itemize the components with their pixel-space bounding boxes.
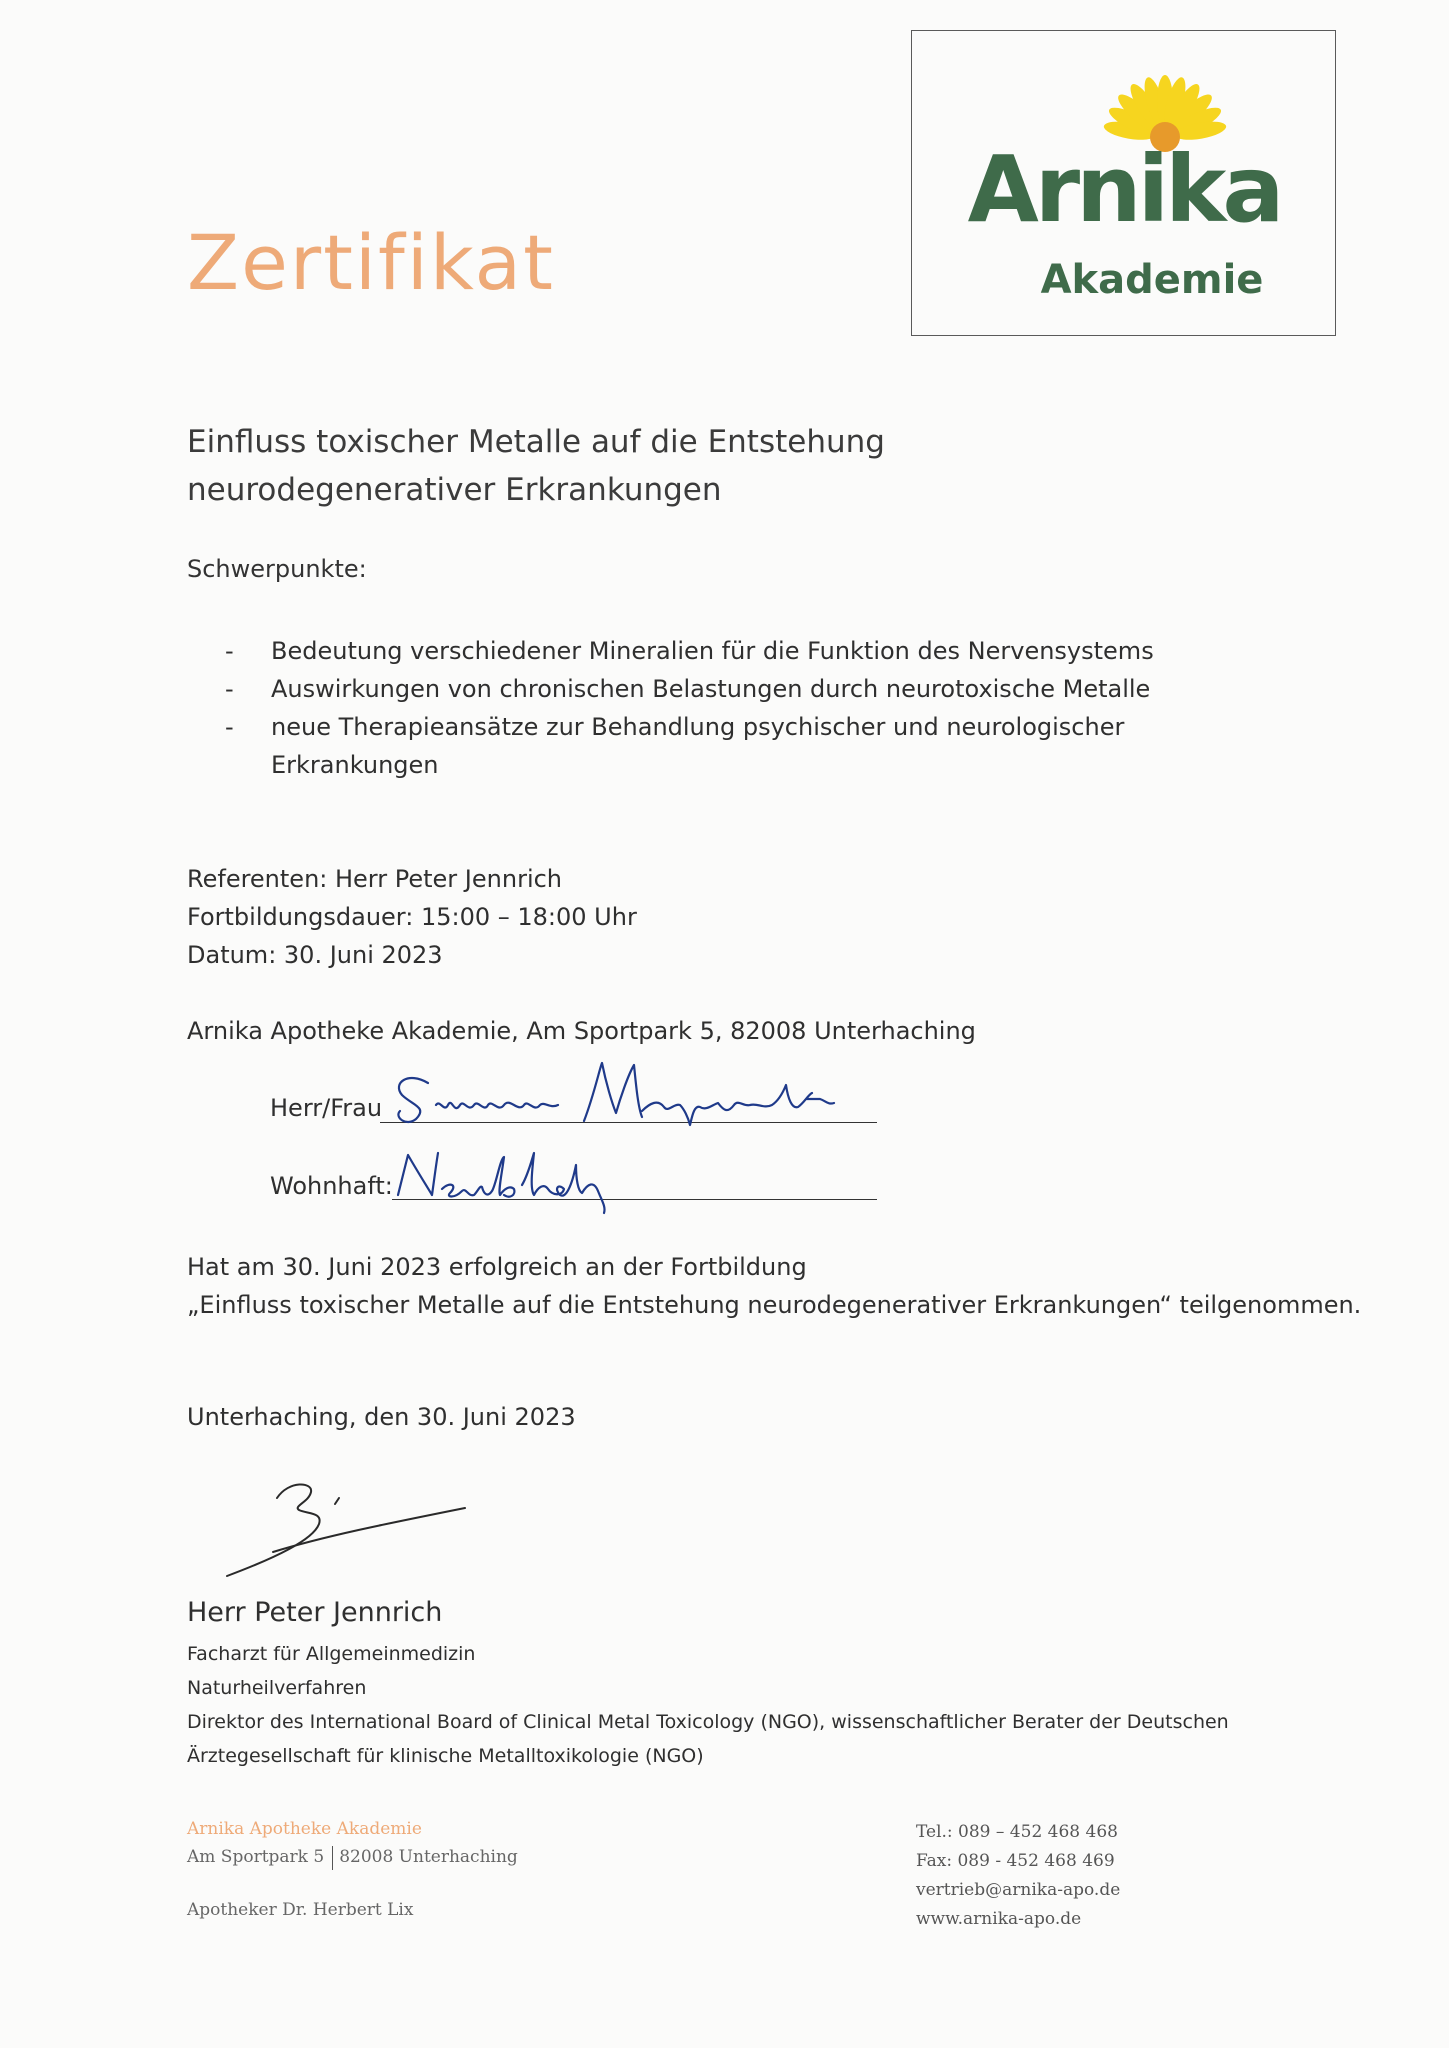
place-date: Unterhaching, den 30. Juni 2023 [187,1403,576,1431]
list-item [225,746,1154,784]
list-item-text: Erkrankungen [271,751,439,779]
residence-label: Wohnhaft: [270,1172,393,1200]
footer-contact [916,1818,1120,1934]
footer-city: 82008 Unterhaching [339,1847,518,1867]
course-title-line: neurodegenerativer Erkrankungen [187,472,722,508]
participant-residence-value: Neubiberg [392,1145,398,1146]
signer-info-line: Naturheilverfahren [187,1677,367,1699]
confirmation-line: „Einfluss toxischer Metalle auf die Entstehung neurodegenerativer Erkrankungen“ teilgenommen. [187,1291,1362,1319]
arnika-akademie-logo [911,30,1336,336]
footer-divider [332,1846,333,1870]
footer-email: vertrieb@arnika-apo.de [916,1880,1121,1900]
name-label: Herr/Frau [270,1094,383,1122]
date-text: Datum: 30. Juni 2023 [187,941,443,969]
focus-list [225,632,1154,784]
bullet-dash: - [225,713,234,741]
participant-residence-handwriting [392,1145,652,1215]
footer-address [187,1815,518,1871]
logo-subtitle-text: Akademie [1040,257,1264,303]
list-item-text: Bedeutung verschiedener Mineralien für die Funktion des Nervensystems [271,637,1154,665]
course-title-line: Einfluss toxischer Metalle auf die Entstehung [187,424,885,460]
signer-info [187,1637,1229,1773]
footer-fax: Fax: 089 - 452 468 469 [916,1851,1115,1871]
signer-name: Herr Peter Jennrich [187,1597,443,1628]
signer-signature [215,1470,475,1590]
participant-name-handwriting [388,1055,888,1135]
course-title [187,418,885,514]
list-item-text: neue Therapieansätze zur Behandlung psychischer und neurologischer [271,713,1125,741]
list-item [225,670,1154,708]
signer-info-line: Ärztegesellschaft für klinische Metalltoxikologie (NGO) [187,1745,704,1767]
list-item [225,708,1154,746]
signer-info-line: Direktor des International Board of Clinical Metal Toxicology (NGO), wissenschaftlicher Berater der Deutschen [187,1711,1229,1733]
bullet-dash: - [225,675,234,703]
footer-org-name: Arnika Apotheke Akademie [187,1819,422,1839]
footer-website: www.arnika-apo.de [916,1909,1082,1929]
focus-heading: Schwerpunkte: [187,555,367,583]
course-details [187,860,637,974]
list-item [225,632,1154,670]
confirmation-text [187,1248,1361,1324]
daisy-flower-icon [912,31,1337,337]
confirmation-line: Hat am 30. Juni 2023 erfolgreich an der Fortbildung [187,1253,807,1281]
duration-text: Fortbildungsdauer: 15:00 – 18:00 Uhr [187,903,637,931]
footer-street: Am Sportpark 5 [187,1847,325,1867]
speakers-text: Referenten: Herr Peter Jennrich [187,865,563,893]
footer-street-city [187,1843,518,1871]
footer-phone: Tel.: 089 – 452 468 468 [916,1822,1118,1842]
signer-info-line: Facharzt für Allgemeinmedizin [187,1643,476,1665]
logo-brand-text: Arnika [967,136,1281,243]
list-item-text: Auswirkungen von chronischen Belastungen durch neurotoxische Metalle [271,675,1151,703]
participant-name-value: Simone Marquardt [388,1055,398,1056]
certificate-title: Zertifikat [187,218,555,307]
bullet-dash: - [225,637,234,665]
footer-owner: Apotheker Dr. Herbert Lix [187,1900,414,1920]
venue-address: Arnika Apotheke Akademie, Am Sportpark 5, 82008 Unterhaching [187,1017,976,1045]
